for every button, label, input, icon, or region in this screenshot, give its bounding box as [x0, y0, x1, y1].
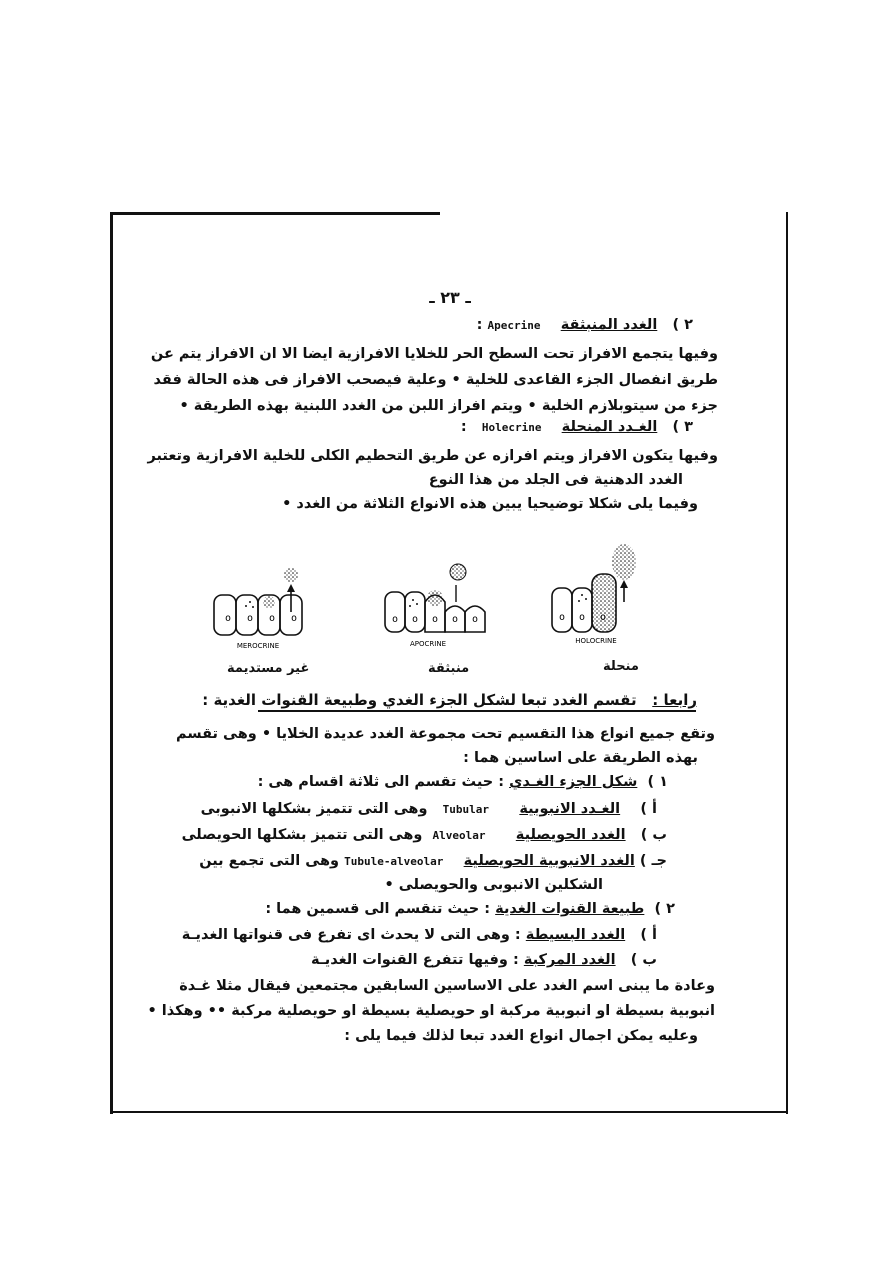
paragraph-line: وفيها يتكون الافراز ويتم افرازه عن طريق التحطيم الكلى للخلية الافرازية وتعتبر — [147, 448, 718, 464]
nucleus-glyph: o — [579, 612, 586, 623]
item-3-number: ٣ ) — [672, 419, 693, 435]
item-2-colon: : — [476, 317, 483, 333]
paragraph-line: الغدد الدهنية فى الجلد من هذا النوع — [428, 472, 683, 488]
nucleus-glyph: o — [452, 614, 459, 625]
item-3-title: الغـدد المنحلة — [561, 419, 658, 435]
type-a-latin: Tubular — [442, 803, 490, 816]
type-b-number: ب ) — [640, 827, 667, 843]
paragraph-line: وعليه يمكن اجمال انواع الغدد تبعا لذلك فيما يلى : — [344, 1028, 698, 1044]
paragraph-line: وعادة ما يبنى اسم الغدد على الاساسين السابقين مجتمعين فيقال مثلا غـدة — [179, 978, 715, 994]
caption-apocrine: منبثقة — [428, 661, 470, 676]
type-a-rest: وهى التى تتميز بشكلها الانبوبى — [200, 801, 428, 817]
nucleus-glyph: o — [559, 612, 566, 623]
duct-a-rest: : وهى التى لا يحدث اى تفرع فى قنواتها الغديـة — [181, 927, 521, 943]
nucleus-glyph: o — [291, 613, 298, 624]
item-3-latin: Holecrine — [481, 421, 542, 434]
basis-1-rest: : حيث تقسم الى ثلاثة اقسام هى : — [257, 774, 505, 790]
duct-b-number: ب ) — [630, 952, 657, 968]
holocrine-figure — [552, 544, 636, 645]
paragraph-line: الشكلين الانبوبى والحويصلى • — [384, 877, 603, 893]
item-2-title: الغدد المنبثقة — [560, 317, 658, 333]
section-4-title: تقسم الغدد تبعا لشكل الجزء الغدي وطبيعة القنوات الغدية : — [202, 691, 637, 709]
basis-1-title: شكل الجزء الغـدي — [509, 774, 638, 790]
basis-2-rest: : حيث تنقسم الى قسمين هما : — [265, 901, 491, 917]
type-c-title: الغدد الانبوبية الحويصلية — [463, 853, 635, 869]
top-rule — [110, 212, 440, 215]
basis-2-title: طبيعة القنوات الغدية — [495, 901, 645, 917]
type-b-title: الغدد الحويصلية — [515, 827, 626, 843]
merocrine-label: MEROCRINE — [236, 642, 280, 650]
left-rule — [110, 212, 113, 1114]
basis-1-line — [258, 772, 668, 792]
paragraph-line: جزء من سيتوبلازم الخلية • ويتم افراز اللبن من الغدد اللبنية بهذه الطريقة • — [179, 398, 718, 414]
basis-2-line — [265, 899, 675, 919]
nucleus-glyph: o — [432, 614, 439, 625]
type-c-rest: وهى التى تجمع بين — [199, 853, 340, 869]
bottom-rule — [110, 1111, 788, 1113]
basis-1-number: ١ ) — [647, 774, 668, 790]
paragraph-line: بهذه الطريقة على اساسين هما : — [463, 750, 698, 766]
paragraph-line: وفيها يتجمع الافراز تحت السطح الحر للخلايا الافرازية ايضا الا ان الافراز يتم عن — [150, 346, 718, 362]
type-b-line — [182, 825, 667, 846]
duct-b-line — [311, 950, 657, 970]
type-c-line — [199, 851, 667, 872]
type-b-rest: وهى التى تتميز بشكلها الحويصلى — [181, 827, 423, 843]
item-3-line — [461, 417, 693, 438]
basis-2-number: ٢ ) — [654, 901, 675, 917]
nucleus-glyph: o — [472, 614, 479, 625]
page-number: ـ ٢٣ ـ — [429, 288, 471, 307]
right-rule — [786, 212, 788, 1114]
merocrine-figure — [214, 568, 302, 650]
caption-holocrine: منحلة — [603, 659, 639, 674]
paragraph-line: طريق انفصال الجزء القاعدى للخلية • وعلية فيصحب الافراز فى هذه الحالة فقد — [153, 372, 718, 388]
type-c-latin: Tubule-alveolar — [344, 855, 444, 868]
section-4-label: رابعا : — [652, 691, 697, 709]
duct-b-rest: : وفيها تتفرع القنوات الغديـة — [311, 952, 519, 968]
item-3-colon: : — [460, 419, 467, 435]
type-a-line — [201, 799, 657, 820]
apocrine-label: APOCRINE — [410, 640, 446, 648]
type-a-title: الغـدد الانبوبية — [519, 801, 621, 817]
section-4-heading — [202, 690, 697, 710]
nucleus-glyph: o — [412, 614, 419, 625]
paragraph-line: وفيما يلى شكلا توضيحيا يبين هذه الانواع الثلاثة من الغدد • — [282, 496, 698, 512]
type-b-latin: Alveolar — [432, 829, 486, 842]
duct-b-title: الغدد المركبة — [523, 952, 616, 968]
nucleus-glyph: o — [247, 613, 254, 624]
duct-a-number: أ ) — [640, 927, 657, 943]
item-2-line — [477, 315, 693, 336]
paragraph-line: وتقع جميع انواع هذا التقسيم تحت مجموعة الغدد عديدة الخلايا • وهى تقسم — [176, 726, 715, 742]
paragraph-line: انبوبية بسيطة او انبوبية مركبة او حويصلية بسيطة او حويصلية مركبة •• وهكذا • — [147, 1003, 715, 1019]
nucleus-glyph: o — [600, 612, 607, 623]
caption-merocrine: غير مستديمة — [227, 661, 310, 676]
type-c-number: جـ ) — [639, 853, 667, 869]
duct-a-line — [182, 925, 657, 945]
nucleus-glyph: o — [392, 614, 399, 625]
item-2-latin: Apecrine — [487, 319, 541, 332]
apocrine-figure — [385, 564, 485, 648]
type-a-number: أ ) — [640, 801, 657, 817]
holocrine-label: HOLOCRINE — [575, 637, 617, 645]
item-2-number: ٢ ) — [672, 317, 693, 333]
heading-underline — [258, 710, 696, 712]
nucleus-glyph: o — [269, 613, 276, 624]
duct-a-title: الغدد البسيطة — [525, 927, 626, 943]
nucleus-glyph: o — [225, 613, 232, 624]
